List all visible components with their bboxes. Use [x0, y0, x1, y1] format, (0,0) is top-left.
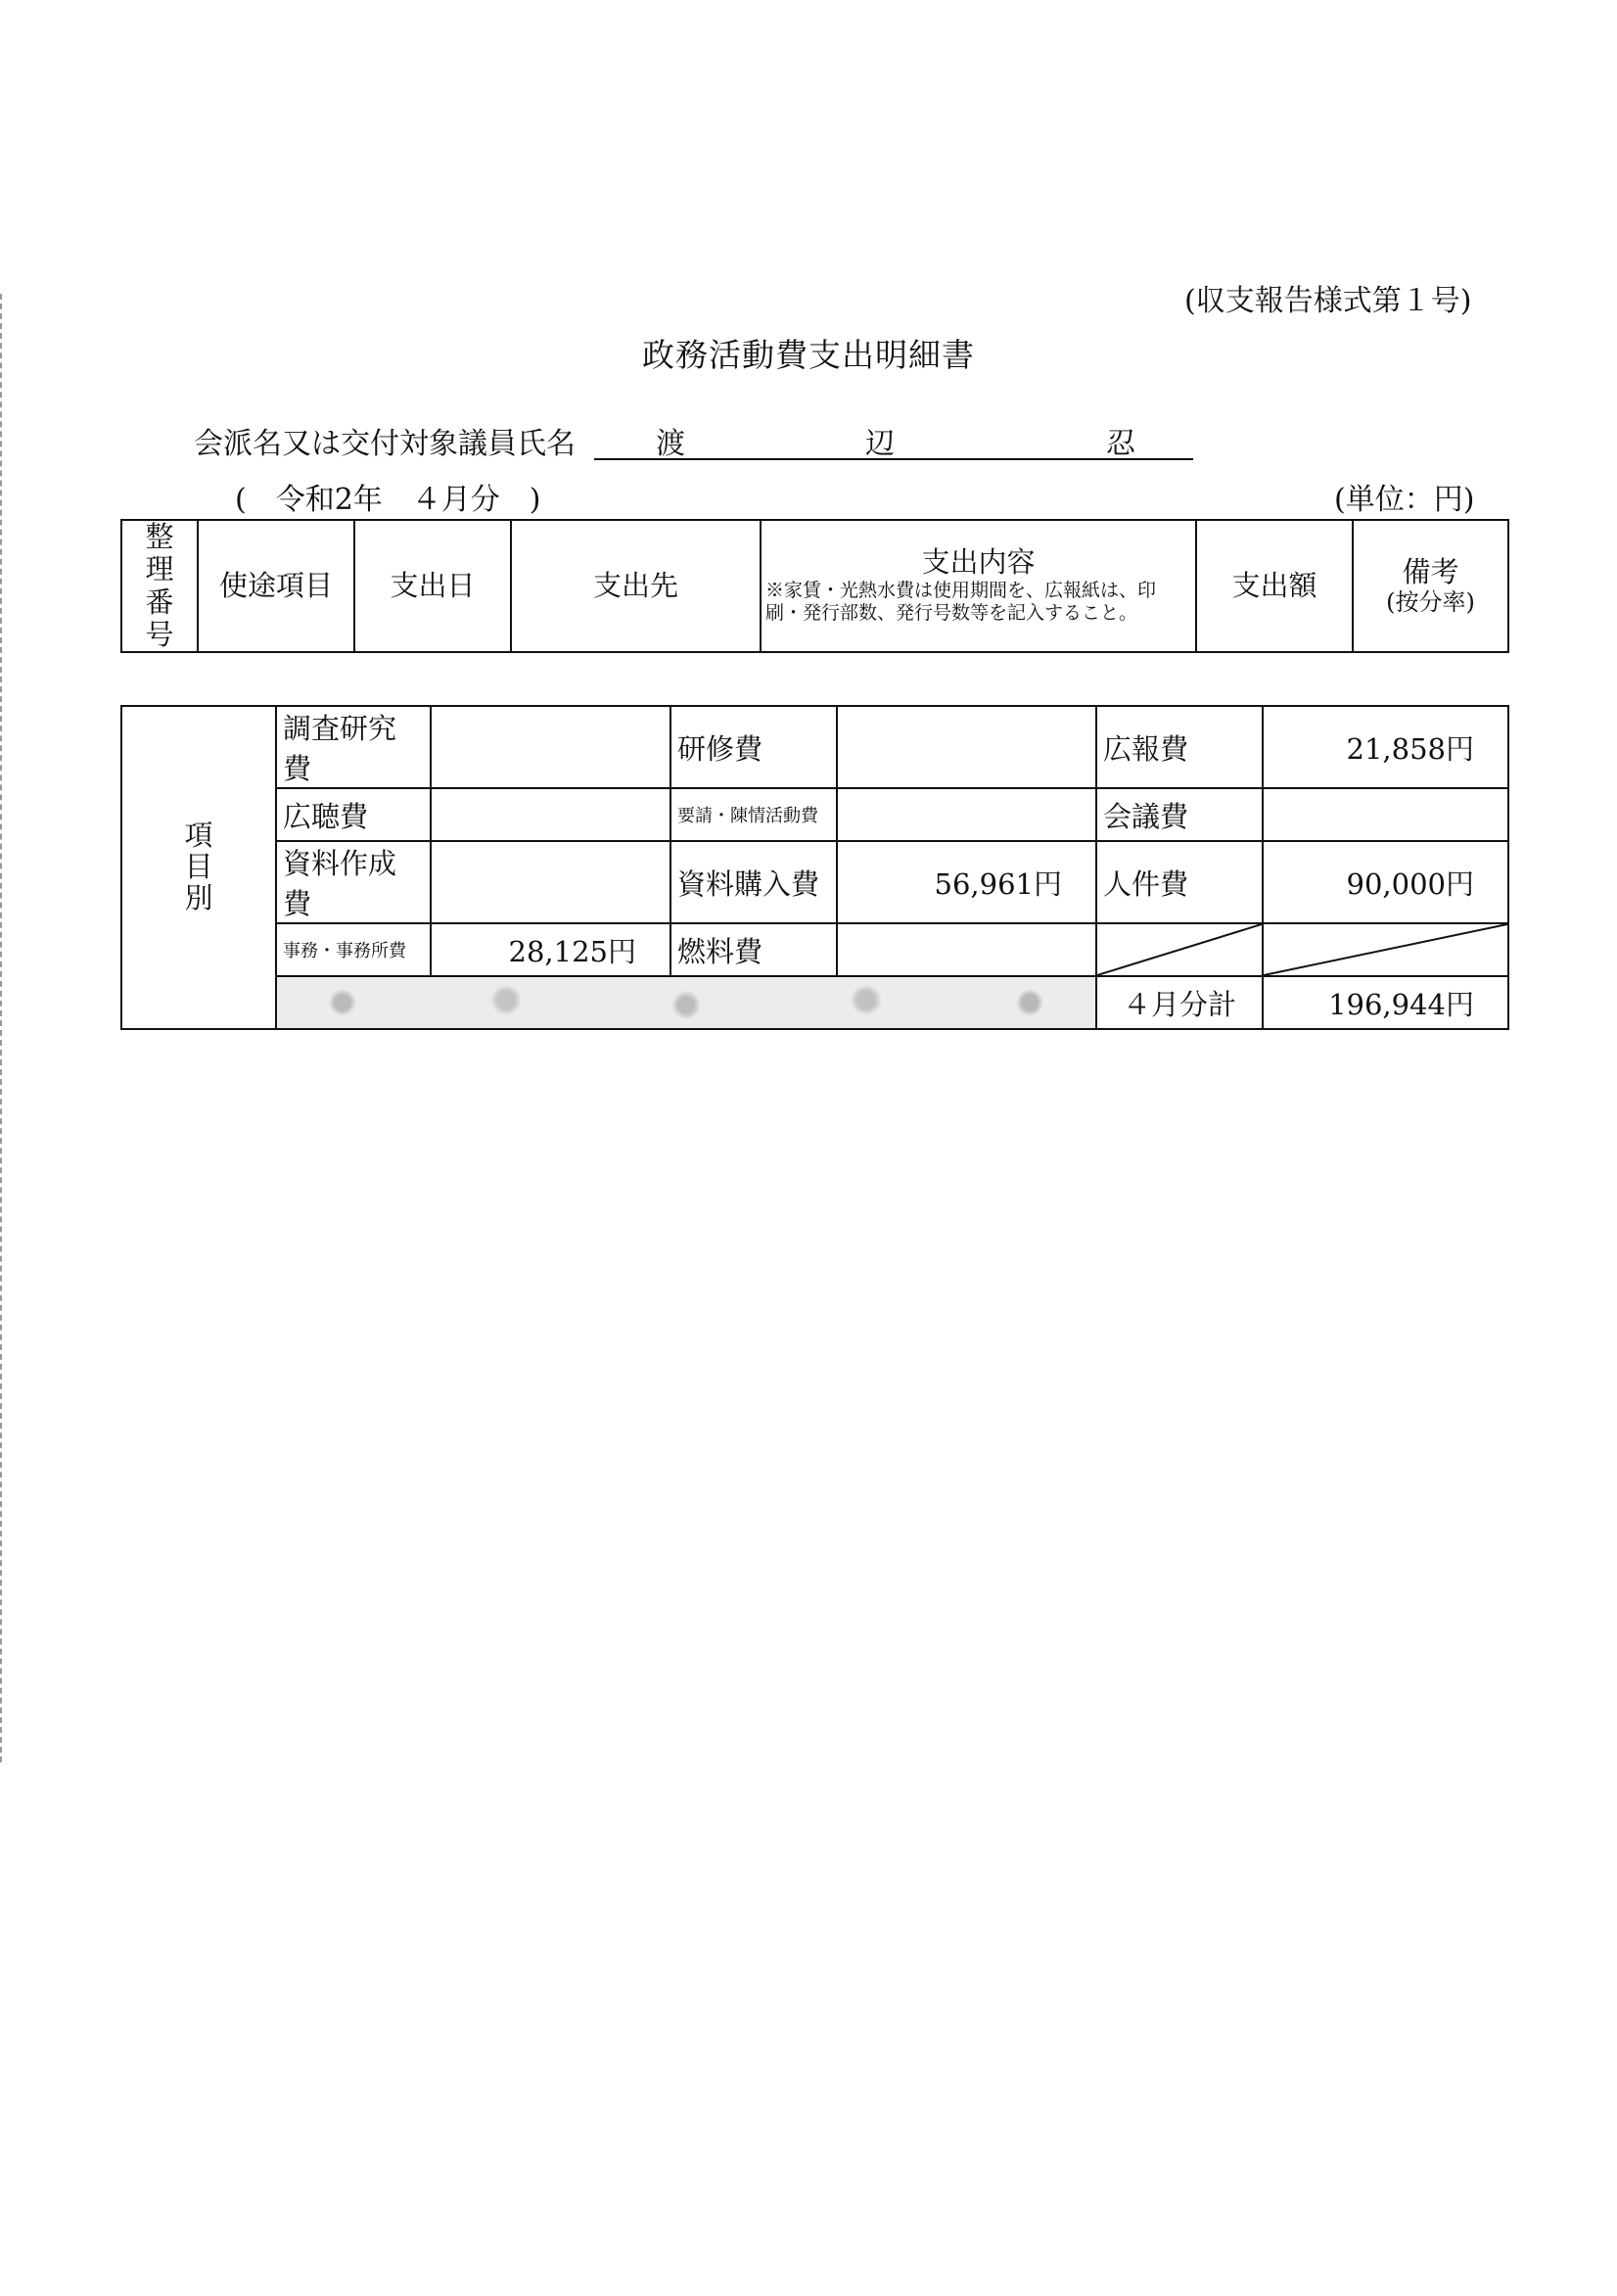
member-name-field: [594, 419, 1193, 460]
category-label: 広聴費: [276, 788, 431, 841]
member-name-label: 会派名又は交付対象議員氏名: [194, 427, 576, 461]
category-label: 会議費: [1096, 788, 1263, 841]
member-surname-1: 渡: [656, 427, 685, 461]
category-amount: [837, 923, 1096, 976]
header-amount: 支出額: [1196, 520, 1353, 652]
redacted-area: [276, 976, 1096, 1029]
expenditure-detail-header: [120, 519, 1509, 653]
category-amount: 56,961円: [837, 841, 1096, 923]
category-label: 人件費: [1096, 841, 1263, 923]
category-label: 調査研究費: [276, 706, 431, 788]
form-number: (収支報告様式第１号): [1184, 284, 1472, 318]
summary-row: [121, 788, 1508, 841]
remarks-title: 備考: [1402, 555, 1459, 589]
crossed-out-cell: [1263, 923, 1508, 976]
total-amount: 196,944円: [1263, 976, 1508, 1029]
category-amount: 21,858円: [1263, 706, 1508, 788]
category-amount: [431, 706, 670, 788]
category-amount: [431, 788, 670, 841]
remarks-subtitle: (按分率): [1386, 587, 1475, 616]
summary-total-row: [121, 976, 1508, 1029]
header-use-item: 使途項目: [198, 520, 354, 652]
category-amount: [837, 706, 1096, 788]
category-amount: [837, 788, 1096, 841]
category-label: 燃料費: [670, 923, 837, 976]
header-remarks: [1353, 520, 1508, 652]
category-summary-table: [120, 705, 1509, 1030]
member-surname-2: 辺: [865, 427, 895, 461]
category-label: 資料購入費: [670, 841, 837, 923]
category-label: 広報費: [1096, 706, 1263, 788]
summary-side-label: 項 目 別: [121, 706, 276, 1029]
category-amount: [431, 841, 670, 923]
binder-edge-mark: [0, 294, 5, 1762]
summary-row: [121, 706, 1508, 788]
category-amount: [1263, 788, 1508, 841]
category-label: 要請・陳情活動費: [670, 788, 837, 841]
header-payee: 支出先: [511, 520, 761, 652]
document-title: 政務活動費支出明細書: [642, 336, 975, 374]
content-title: 支出内容: [921, 545, 1036, 580]
category-label: 事務・事務所費: [276, 923, 431, 976]
header-expense-date: 支出日: [354, 520, 511, 652]
category-amount: 90,000円: [1263, 841, 1508, 923]
crossed-out-cell: [1096, 923, 1263, 976]
total-label: ４月分計: [1096, 976, 1263, 1029]
category-label: 資料作成費: [276, 841, 431, 923]
report-period: ( 令和2年 ４月分 ): [235, 483, 541, 517]
currency-unit: (単位：円): [1334, 483, 1475, 517]
content-note: ※家賃・光熱水費は使用期間を、広報紙は、印刷・発行部数、発行号数等を記入すること。: [765, 579, 1157, 625]
member-given-name: 忍: [1106, 427, 1135, 461]
header-serial-number: 整理番号: [121, 520, 198, 652]
summary-row: [121, 923, 1508, 976]
summary-row: [121, 841, 1508, 923]
category-label: 研修費: [670, 706, 837, 788]
header-expense-content: [761, 520, 1196, 652]
category-amount: 28,125円: [431, 923, 670, 976]
